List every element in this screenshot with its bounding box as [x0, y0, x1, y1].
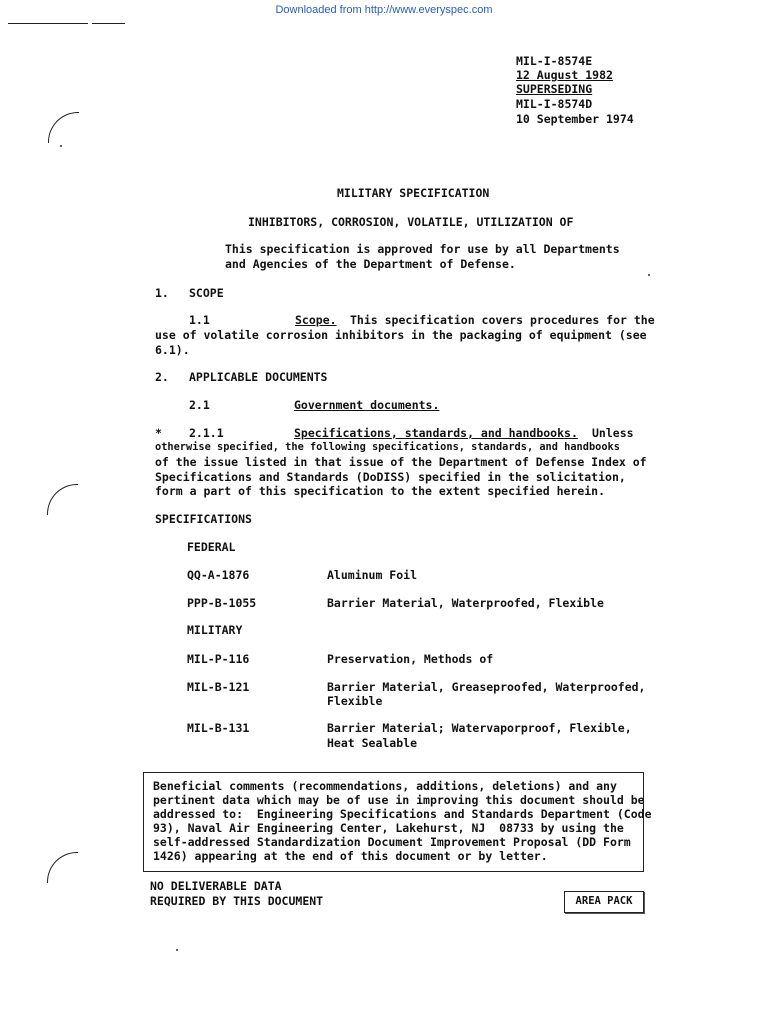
notice-line: 1426) appearing at the end of this document or by letter. [153, 849, 548, 863]
military-label: MILITARY [187, 623, 243, 637]
paragraph-heading: Specifications, standards, and handbooks. [294, 426, 578, 440]
paragraph-text: This specification covers procedures for the [350, 313, 655, 327]
download-source-link[interactable]: Downloaded from http://www.everyspec.com [275, 4, 493, 16]
superseded-date: 10 September 1974 [516, 112, 634, 126]
approval-line-1: This specification is approved for use by all Departments [225, 242, 620, 256]
superseding-label: SUPERSEDING [516, 82, 593, 96]
notice-line: pertinent data which may be of use in improving this document should be [153, 793, 645, 807]
no-deliverable-data-line-1: NO DELIVERABLE DATA [150, 879, 282, 893]
paragraph-heading: Scope. [295, 313, 337, 327]
paragraph-number: 1.1 [189, 313, 210, 327]
paragraph-text: Unless [592, 426, 634, 440]
doc-number: MIL-I-8574E [516, 54, 593, 68]
spec-id: QQ-A-1876 [187, 568, 250, 582]
section-number: 2. [155, 370, 169, 384]
spec-title: Barrier Material, Waterproofed, Flexible [327, 596, 604, 610]
paragraph-text: of the issue listed in that issue of the Department of Defense Index of [155, 455, 647, 469]
approval-line-2: and Agencies of the Department of Defense. [225, 257, 516, 271]
section-heading: APPLICABLE DOCUMENTS [189, 370, 328, 384]
superseded-number: MIL-I-8574D [516, 97, 593, 111]
top-left-rule [8, 23, 88, 24]
spec-id: MIL-B-121 [187, 680, 250, 694]
title-line-1: MILITARY SPECIFICATION [337, 186, 490, 200]
spec-title: Preservation, Methods of [327, 652, 494, 666]
comments-notice-box [143, 772, 652, 872]
specifications-heading: SPECIFICATIONS [155, 512, 252, 526]
paragraph-text: otherwise specified, the following specifications, standards, and handbooks [155, 441, 620, 453]
spec-id: MIL-P-116 [187, 652, 250, 666]
paragraph-number: 2.1.1 [189, 426, 224, 440]
paragraph-text: form a part of this specification to the extent specified herein. [155, 484, 606, 498]
title-line-2: INHIBITORS, CORROSION, VOLATILE, UTILIZATION OF [248, 215, 574, 229]
area-pack-label: AREA PACK [564, 891, 644, 913]
section-heading: SCOPE [189, 286, 224, 300]
binding-hole-mark-top [48, 112, 79, 143]
federal-label: FEDERAL [187, 540, 236, 554]
spec-title-continued: Heat Sealable [327, 736, 418, 750]
spec-title: Aluminum Foil [327, 568, 418, 582]
spec-title: Barrier Material, Greaseproofed, Waterproofed, [327, 680, 646, 694]
paragraph-text: use of volatile corrosion inhibitors in the packaging of equipment (see [155, 328, 647, 342]
top-left-rule-short [92, 23, 125, 24]
paragraph-text: 6.1). [155, 343, 190, 357]
paragraph-text: Specifications and Standards (DoDISS) specified in the solicitation, [155, 470, 626, 484]
paragraph-number: 2.1 [189, 398, 210, 412]
spec-title: Barrier Material; Watervaporproof, Flexible, [327, 721, 632, 735]
binding-hole-mark-bottom [47, 852, 78, 883]
change-marker: * [155, 426, 162, 440]
spec-id: MIL-B-131 [187, 721, 250, 735]
speck [176, 949, 178, 951]
spec-id: PPP-B-1055 [187, 596, 257, 610]
no-deliverable-data-line-2: REQUIRED BY THIS DOCUMENT [150, 894, 324, 908]
speck [648, 274, 650, 276]
doc-date: 12 August 1982 [516, 68, 613, 82]
notice-line: 93), Naval Air Engineering Center, Lakehurst, NJ 08733 by using the [153, 821, 624, 835]
notice-line: Beneficial comments (recommendations, additions, deletions) and any [153, 779, 617, 793]
spec-title-continued: Flexible [327, 694, 383, 708]
binding-hole-mark-middle [47, 484, 78, 515]
speck [60, 145, 62, 147]
paragraph-heading: Government documents. [294, 398, 440, 412]
section-number: 1. [155, 286, 169, 300]
notice-line: self-addressed Standardization Document Improvement Proposal (DD Form [153, 835, 631, 849]
notice-line: addressed to: Engineering Specifications and Standards Department (Code [153, 807, 652, 821]
